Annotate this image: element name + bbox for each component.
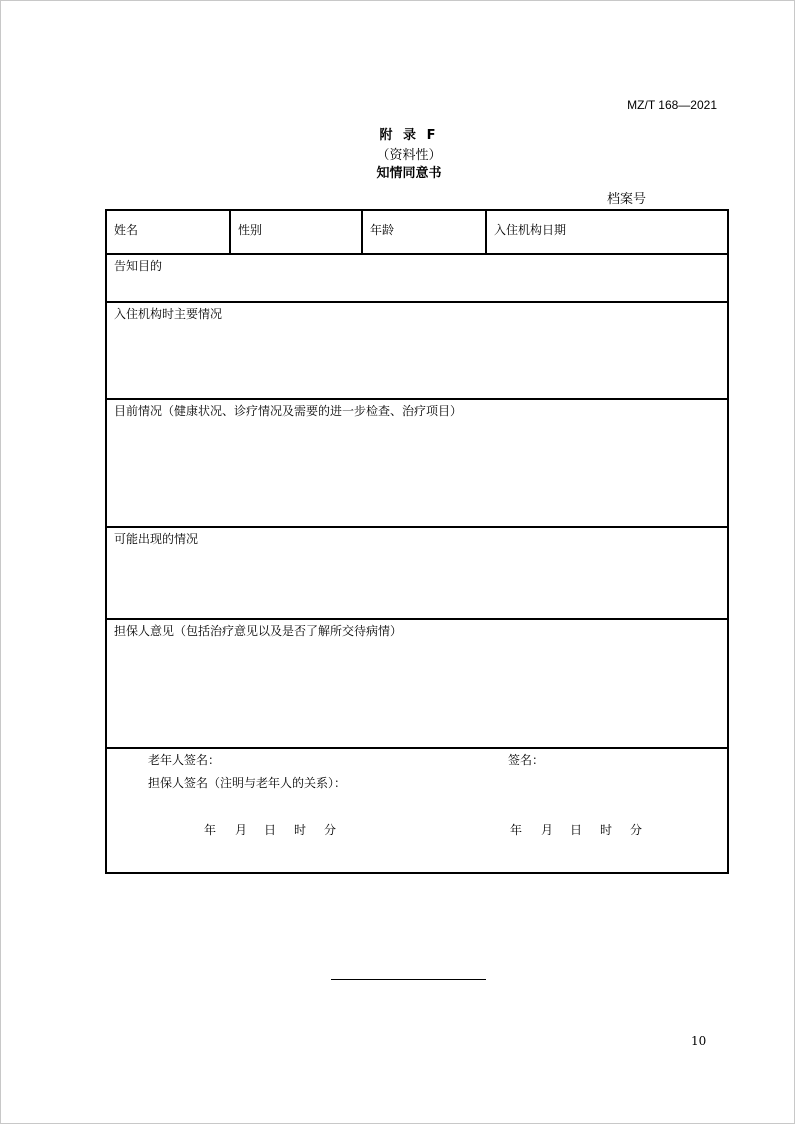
purpose-label: 告知目的	[114, 259, 163, 273]
appendix-nature: （资料性）	[376, 148, 442, 163]
guarantor-signature-label: 担保人签名（注明与老年人的关系）：	[148, 776, 347, 790]
purpose-section	[107, 253, 727, 303]
date-month: 月	[235, 823, 248, 837]
end-of-document-rule	[331, 979, 486, 980]
date-minute: 分	[324, 823, 337, 837]
age-label: 年龄	[370, 223, 395, 237]
date-day: 日	[264, 823, 277, 837]
admission-condition-section	[107, 301, 727, 400]
age-cell	[361, 211, 485, 255]
guarantor-opinion-section	[107, 618, 727, 749]
signature-label: 签名：	[508, 753, 545, 767]
date-year: 年	[204, 823, 217, 837]
appendix-title: 附 录 F	[379, 128, 439, 143]
date-hour: 时	[294, 823, 307, 837]
form-title: 知情同意书	[376, 166, 442, 181]
admission-condition-label: 入住机构时主要情况	[114, 307, 223, 321]
possible-situations-section	[107, 526, 727, 620]
consent-form-table	[105, 209, 729, 874]
standard-code: MZ/T 168—2021	[627, 98, 717, 112]
name-cell	[107, 211, 229, 255]
date-year: 年	[510, 823, 523, 837]
admission-date-label: 入住机构日期	[494, 223, 567, 237]
current-condition-label: 目前情况（健康状况、诊疗情况及需要的进一步检查、治疗项目）	[114, 404, 463, 418]
file-number-label: 档案号	[607, 192, 647, 207]
info-row	[107, 211, 727, 255]
date-minute: 分	[630, 823, 643, 837]
date-hour: 时	[600, 823, 613, 837]
possible-situations-label: 可能出现的情况	[114, 532, 199, 546]
name-label: 姓名	[114, 223, 139, 237]
signature-section	[107, 747, 727, 872]
gender-cell	[229, 211, 361, 255]
gender-label: 性别	[238, 223, 263, 237]
current-condition-section	[107, 398, 727, 528]
page-number: 10	[691, 1034, 707, 1048]
guarantor-opinion-label: 担保人意见（包括治疗意见以及是否了解所交待病情）	[114, 624, 403, 638]
admission-date-cell	[485, 211, 727, 255]
elder-signature-label: 老年人签名：	[148, 753, 221, 767]
date-day: 日	[570, 823, 583, 837]
date-month: 月	[541, 823, 554, 837]
